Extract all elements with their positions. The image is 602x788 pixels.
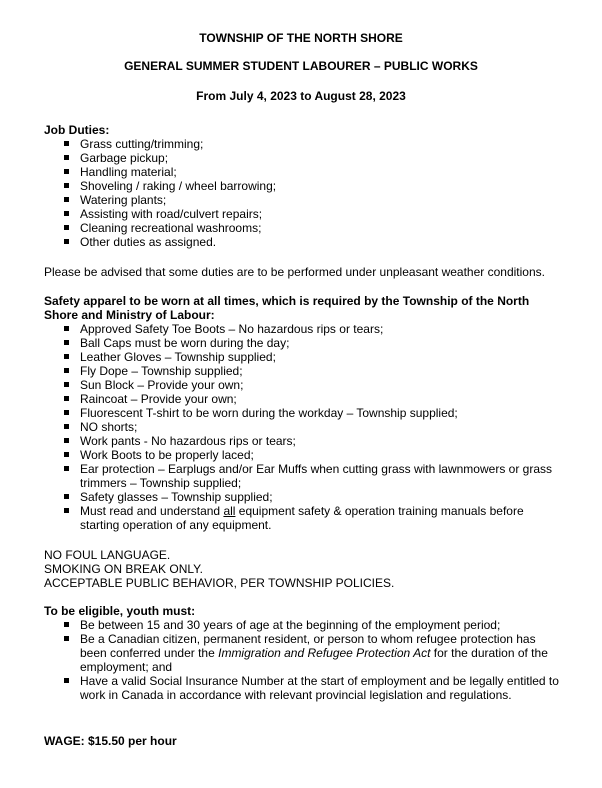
list-item: Other duties as assigned.	[44, 235, 564, 249]
list-item: NO shorts;	[44, 420, 556, 434]
safety-heading: Safety apparel to be worn at all times, which is required by the Township of the North Shore and Ministry of Labour:	[44, 294, 530, 322]
list-item: Ear protection – Earplugs and/or Ear Muffs when cutting grass with lawnmowers or grass trimmers – Township supplied;	[44, 462, 556, 490]
act-name: Immigration and Refugee Protection Act	[218, 646, 431, 660]
list-item: Work Boots to be properly laced;	[44, 448, 556, 462]
safety-section	[44, 294, 556, 532]
list-item: Leather Gloves – Township supplied;	[44, 350, 556, 364]
job-duties-section	[44, 123, 564, 249]
list-item: Garbage pickup;	[44, 151, 564, 165]
list-item: Fly Dope – Township supplied;	[44, 364, 556, 378]
list-item: Watering plants;	[44, 193, 564, 207]
list-item: Sun Block – Provide your own;	[44, 378, 556, 392]
list-item	[44, 504, 556, 532]
list-item: Assisting with road/culvert repairs;	[44, 207, 564, 221]
list-item: Be between 15 and 30 years of age at the beginning of the employment period;	[44, 618, 564, 632]
list-item: Shoveling / raking / wheel barrowing;	[44, 179, 564, 193]
eligibility-list	[44, 618, 564, 702]
list-item	[44, 632, 564, 674]
eligibility-section	[44, 604, 564, 702]
list-item: Approved Safety Toe Boots – No hazardous rips or tears;	[44, 322, 556, 336]
item-text: Must read and understand	[80, 504, 224, 518]
rule-line: ACCEPTABLE PUBLIC BEHAVIOR, PER TOWNSHIP POLICIES.	[44, 576, 395, 590]
eligibility-heading: To be eligible, youth must:	[44, 604, 196, 618]
org-title: TOWNSHIP OF THE NORTH SHORE	[199, 31, 403, 45]
wage-line: WAGE: $15.50 per hour	[44, 734, 177, 748]
item-text: equipment safety & operation training manuals before starting operation of any equipment.	[80, 504, 524, 532]
list-item: Grass cutting/trimming;	[44, 137, 564, 151]
rule-line: SMOKING ON BREAK ONLY.	[44, 562, 203, 576]
item-text-emphasis: all	[223, 504, 236, 518]
list-item: Handling material;	[44, 165, 564, 179]
list-item: Ball Caps must be worn during the day;	[44, 336, 556, 350]
weather-note: Please be advised that some duties are to be performed under unpleasant weather conditions.	[44, 265, 545, 279]
list-item: Work pants - No hazardous rips or tears;	[44, 434, 556, 448]
safety-list	[44, 322, 556, 532]
position-title: GENERAL SUMMER STUDENT LABOURER – PUBLIC WORKS	[124, 59, 478, 73]
conduct-rules	[44, 548, 564, 590]
employment-dates: From July 4, 2023 to August 28, 2023	[196, 89, 406, 103]
list-item: Cleaning recreational washrooms;	[44, 221, 564, 235]
list-item: Fluorescent T-shirt to be worn during the workday – Township supplied;	[44, 406, 556, 420]
item-text: Be a Canadian citizen, permanent resident, or person to whom refugee protection has been conferred under the	[80, 632, 536, 660]
item-text: for the duration of the employment; and	[80, 646, 548, 674]
list-item: Have a valid Social Insurance Number at the start of employment and be legally entitled to work in Canada in accordance with relevant provincial legislation and regulations.	[44, 674, 564, 702]
job-duties-list	[44, 137, 564, 249]
list-item: Raincoat – Provide your own;	[44, 392, 556, 406]
list-item: Safety glasses – Township supplied;	[44, 490, 556, 504]
rule-line: NO FOUL LANGUAGE.	[44, 548, 171, 562]
job-duties-heading: Job Duties:	[44, 123, 110, 137]
